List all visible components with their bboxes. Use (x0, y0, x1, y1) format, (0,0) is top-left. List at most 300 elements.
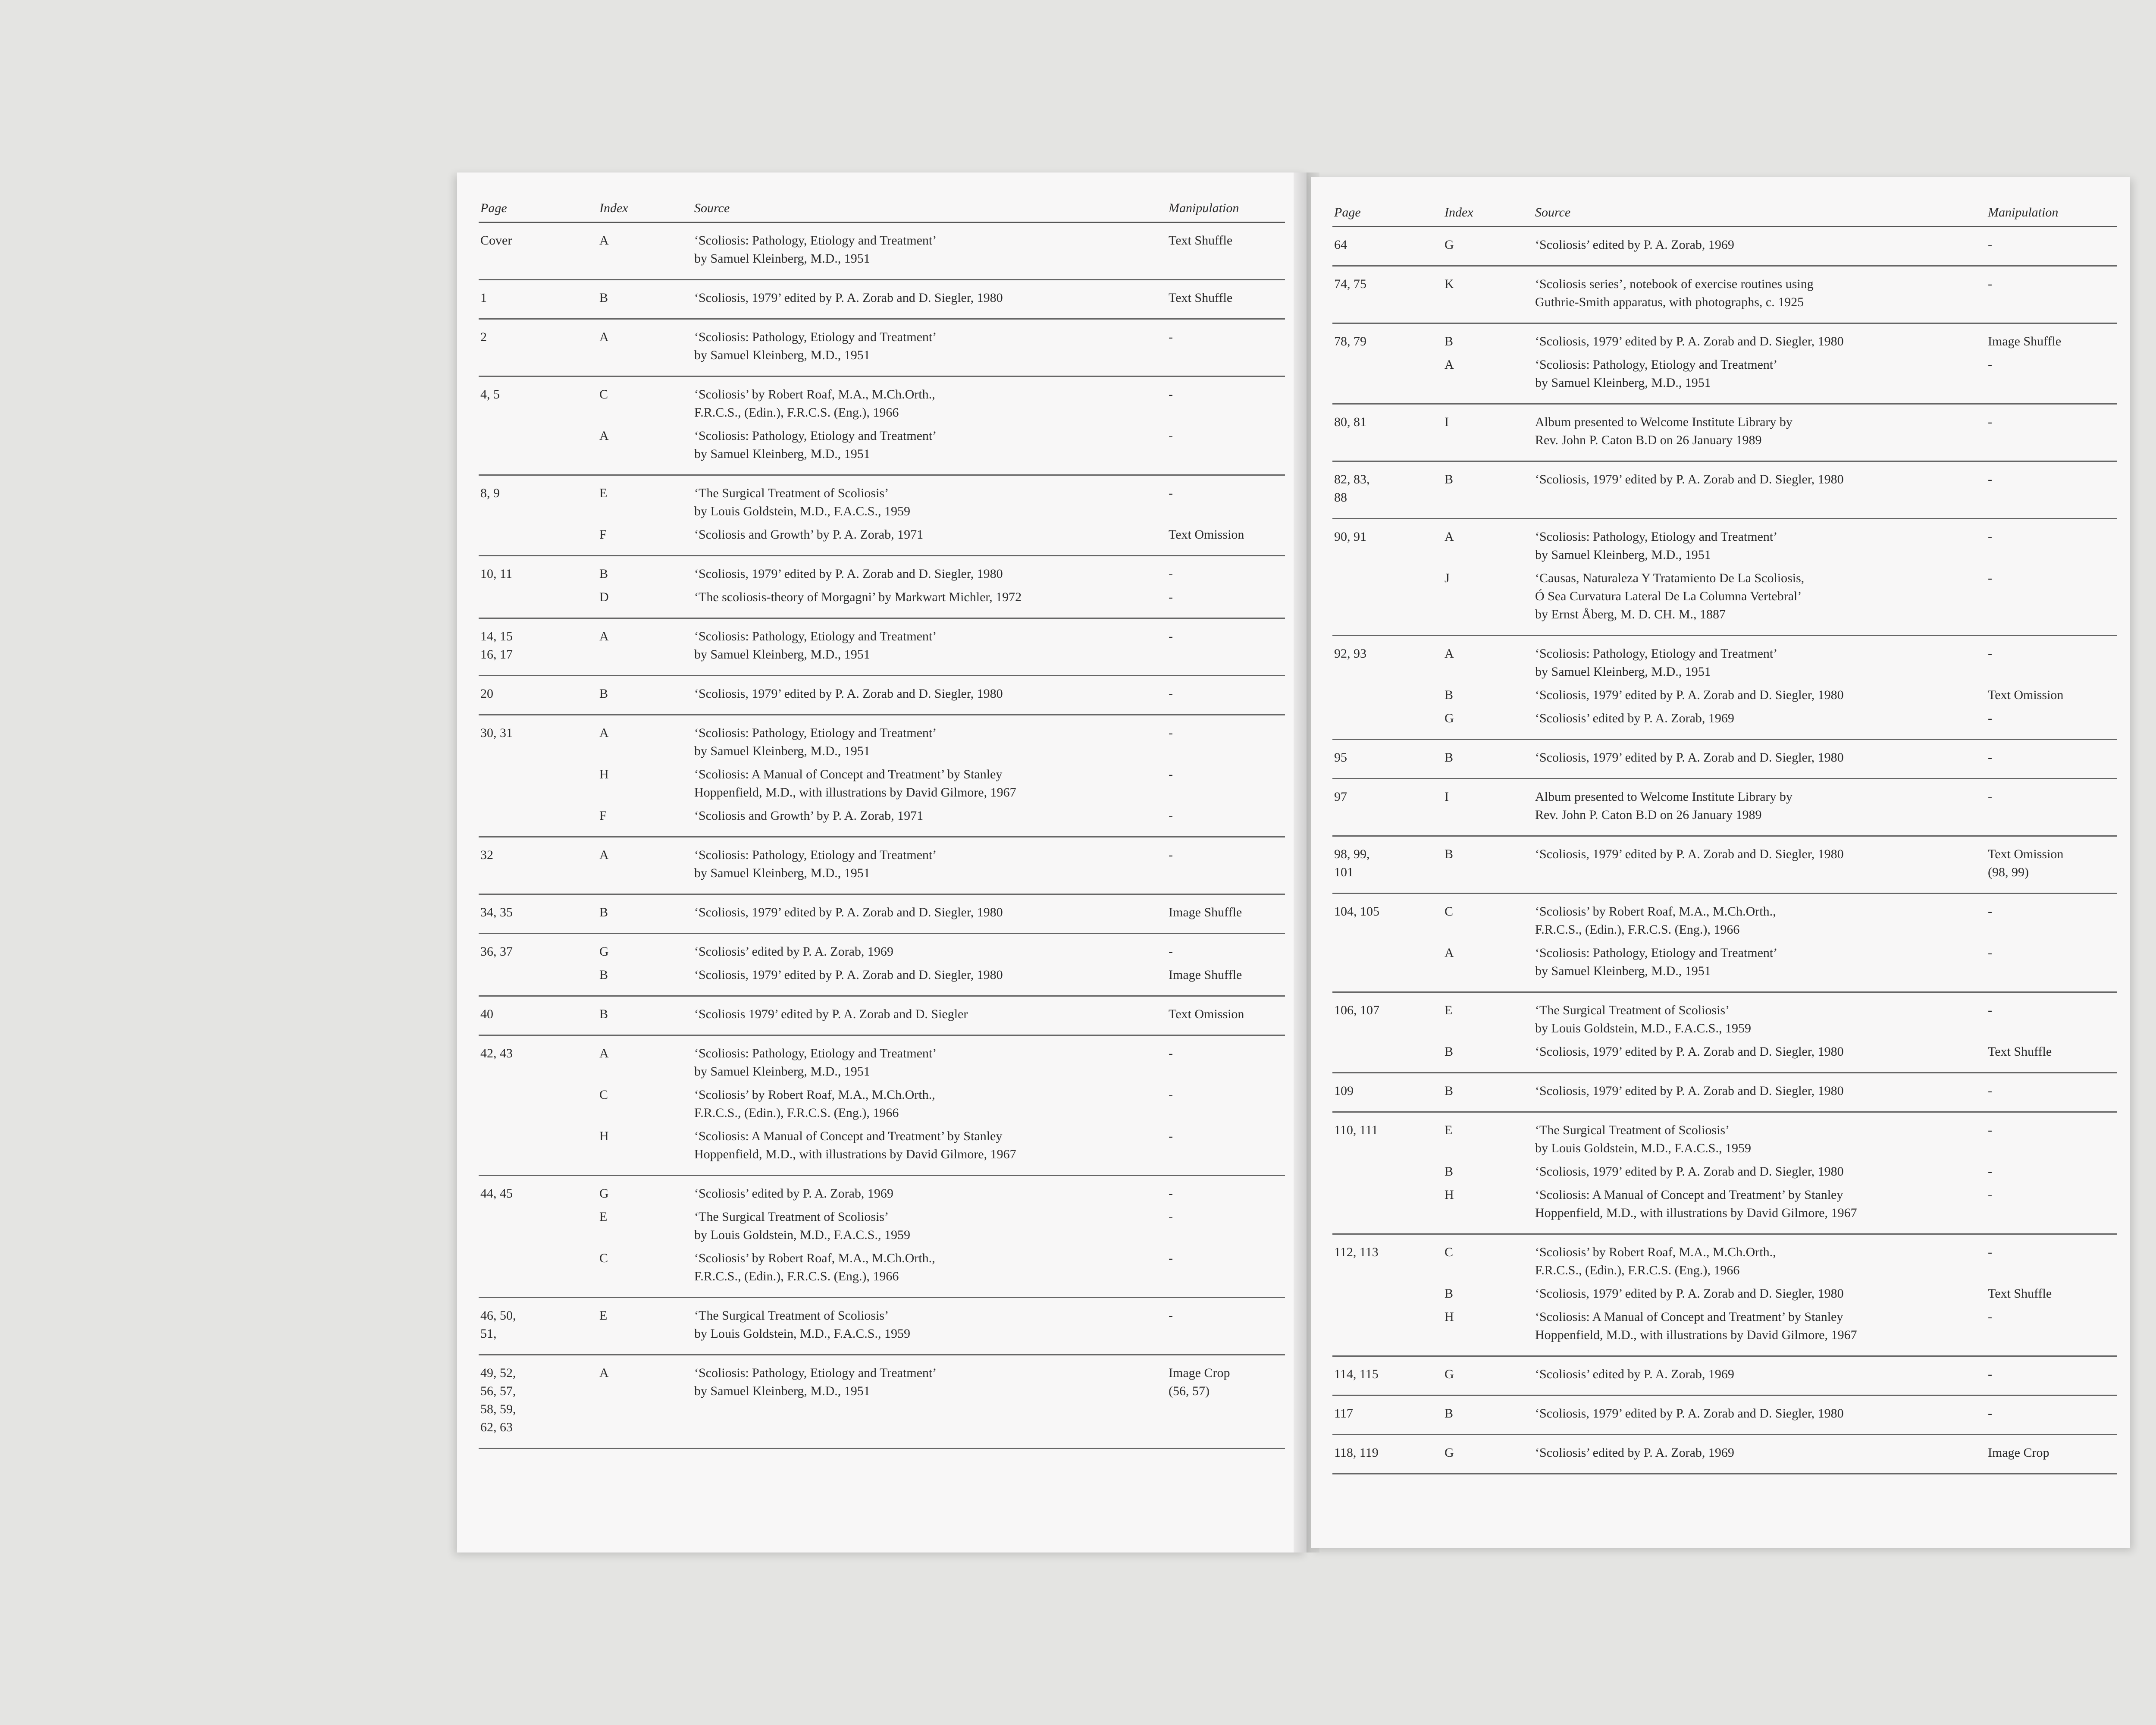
cell-index: G (599, 1186, 609, 1201)
cell-manipulation: - (1169, 809, 1173, 823)
cell-page: 104, 105 (1334, 904, 1379, 919)
table-group (479, 377, 1285, 476)
cell-page: 49, 52, 56, 57, 58, 59, 62, 63 (480, 1366, 516, 1434)
cell-manipulation: - (1988, 1406, 1992, 1421)
cell-page: 44, 45 (480, 1186, 513, 1201)
cell-index: B (599, 905, 608, 919)
cell-index: G (1445, 1367, 1454, 1381)
table-row (1332, 686, 2117, 704)
table-row (1332, 788, 2117, 824)
cell-manipulation: - (1169, 1308, 1173, 1323)
table-row (479, 289, 1285, 307)
right-table-body (1332, 227, 2117, 1474)
cell-manipulation: - (1169, 1186, 1173, 1201)
cell-page (1332, 686, 1445, 704)
cell-source: ‘Scoliosis: A Manual of Concept and Treatment’ by Stanley Hoppenfield, M.D., with illustrations by David Gilmore, 1967 (1535, 1188, 1857, 1220)
table-group (479, 676, 1285, 715)
table-row (479, 1127, 1285, 1164)
header-manipulation: Manipulation (1169, 201, 1239, 215)
cell-source: ‘Causas, Naturaleza Y Tratamiento De La Scoliosis, Ó Sea Curvatura Lateral De La Columna Vertebral’ by Ernst Åberg, M. D. CH. M., 1887 (1535, 571, 1805, 621)
cell-source: ‘Scoliosis, 1979’ edited by P. A. Zorab and D. Siegler, 1980 (694, 905, 1003, 919)
cell-page: 32 (480, 848, 493, 862)
cell-index: B (599, 1007, 608, 1021)
cell-page (1332, 1308, 1445, 1344)
header-source: Source (694, 201, 730, 215)
cell-index: C (1445, 904, 1454, 919)
cell-manipulation: - (1988, 277, 1992, 291)
table-row (1332, 709, 2117, 728)
cell-index: A (599, 233, 609, 248)
table-header (479, 185, 1285, 223)
cell-page: 97 (1334, 790, 1347, 804)
cell-source: ‘Scoliosis’ by Robert Roaf, M.A., M.Ch.Orth., F.R.C.S., (Edin.), F.R.C.S. (Eng.), 1966 (694, 387, 935, 420)
table-group (1332, 837, 2117, 894)
table-group (1332, 227, 2117, 267)
cell-manipulation: - (1988, 238, 1992, 252)
cell-source: ‘Scoliosis: Pathology, Etiology and Treatment’ by Samuel Kleinberg, M.D., 1951 (1535, 946, 1778, 978)
table-row (479, 1086, 1285, 1122)
table-group (479, 320, 1285, 377)
cell-index: E (599, 1308, 608, 1323)
cell-source: ‘Scoliosis, 1979’ edited by P. A. Zorab and D. Siegler, 1980 (694, 291, 1003, 305)
table-row (1332, 1001, 2117, 1038)
cell-source: ‘Scoliosis, 1979’ edited by P. A. Zorab and D. Siegler, 1980 (694, 968, 1003, 982)
table-row (479, 943, 1285, 961)
table-row (479, 386, 1285, 422)
cell-index: F (599, 527, 607, 542)
cell-index: A (1445, 946, 1454, 960)
cell-source: ‘The Surgical Treatment of Scoliosis’ by Louis Goldstein, M.D., F.A.C.S., 1959 (1535, 1123, 1751, 1155)
table-row (1332, 1444, 2117, 1462)
cell-source: ‘Scoliosis and Growth’ by P. A. Zorab, 1971 (694, 809, 924, 823)
cell-page: 4, 5 (480, 387, 500, 401)
table-row (1332, 1121, 2117, 1157)
header-page: Page (480, 201, 507, 215)
cell-page: 64 (1334, 238, 1347, 252)
cell-page (479, 526, 599, 544)
cell-index: H (1445, 1188, 1454, 1202)
table-row (1332, 1186, 2117, 1222)
cell-manipulation: - (1988, 711, 1992, 725)
table-row (1332, 1405, 2117, 1423)
cell-source: ‘Scoliosis’ edited by P. A. Zorab, 1969 (694, 1186, 893, 1201)
cell-index: H (599, 1129, 609, 1143)
cell-manipulation: - (1169, 590, 1173, 604)
table-row (479, 565, 1285, 583)
cell-manipulation: - (1169, 330, 1173, 344)
cell-index: B (1445, 1084, 1454, 1098)
table-group (479, 619, 1285, 676)
table-row (479, 526, 1285, 544)
right-page (1311, 177, 2130, 1548)
cell-manipulation: Text Omission (1988, 688, 2064, 702)
cell-source: ‘Scoliosis’ edited by P. A. Zorab, 1969 (1535, 1367, 1734, 1381)
cell-index: A (1445, 358, 1454, 372)
table-row (479, 1307, 1285, 1343)
cell-manipulation: - (1988, 1084, 1992, 1098)
table-group (479, 1176, 1285, 1298)
cell-manipulation: Image Shuffle (1169, 905, 1242, 919)
cell-source: ‘Scoliosis, 1979’ edited by P. A. Zorab and D. Siegler, 1980 (1535, 1286, 1844, 1301)
left-table-body (479, 223, 1285, 1449)
cell-index: G (1445, 711, 1454, 725)
table-row (1332, 1163, 2117, 1181)
table-group (1332, 1357, 2117, 1396)
cell-source: Album presented to Welcome Institute Library by Rev. John P. Caton B.D on 26 January 1989 (1535, 790, 1792, 822)
table-row (479, 588, 1285, 606)
cell-manipulation: - (1169, 1046, 1173, 1060)
table-row (1332, 645, 2117, 681)
cell-index: E (599, 1210, 608, 1224)
cell-source: ‘Scoliosis’ by Robert Roaf, M.A., M.Ch.Orth., F.R.C.S., (Edin.), F.R.C.S. (Eng.), 1966 (694, 1251, 935, 1283)
cell-source: ‘Scoliosis: Pathology, Etiology and Treatment’ by Samuel Kleinberg, M.D., 1951 (694, 848, 937, 880)
cell-index: B (1445, 1406, 1454, 1421)
table-row (1332, 1285, 2117, 1303)
table-row (479, 685, 1285, 703)
cell-page: 30, 31 (480, 726, 513, 740)
cell-source: ‘Scoliosis: Pathology, Etiology and Treatment’ by Samuel Kleinberg, M.D., 1951 (694, 1046, 937, 1079)
table-row (1332, 1082, 2117, 1100)
cell-page (479, 1086, 599, 1122)
table-row (479, 966, 1285, 984)
cell-source: ‘Scoliosis’ by Robert Roaf, M.A., M.Ch.Orth., F.R.C.S., (Edin.), F.R.C.S. (Eng.), 1966 (1535, 904, 1776, 937)
table-row (1332, 749, 2117, 767)
cell-source: ‘Scoliosis: Pathology, Etiology and Treatment’ by Samuel Kleinberg, M.D., 1951 (694, 726, 937, 758)
table-group (479, 895, 1285, 934)
cell-page (1332, 1043, 1445, 1061)
cell-manipulation: - (1169, 1210, 1173, 1224)
cell-index: C (599, 387, 608, 401)
cell-manipulation: Text Omission (1169, 527, 1244, 542)
table-row (1332, 944, 2117, 980)
cell-page (1332, 1285, 1445, 1303)
cell-manipulation: Text Omission (1169, 1007, 1244, 1021)
cell-source: ‘Scoliosis: Pathology, Etiology and Treatment’ by Samuel Kleinberg, M.D., 1951 (694, 629, 937, 662)
cell-index: B (1445, 847, 1454, 861)
cell-manipulation: Text Shuffle (1169, 291, 1233, 305)
table-row (479, 328, 1285, 364)
cell-manipulation: - (1988, 646, 1992, 661)
cell-source: ‘Scoliosis: Pathology, Etiology and Treatment’ by Samuel Kleinberg, M.D., 1951 (1535, 530, 1778, 562)
cell-source: ‘Scoliosis’ edited by P. A. Zorab, 1969 (1535, 1446, 1734, 1460)
table-group (479, 280, 1285, 320)
cell-source: ‘Scoliosis, 1979’ edited by P. A. Zorab and D. Siegler, 1980 (1535, 1164, 1844, 1179)
cell-source: Album presented to Welcome Institute Library by Rev. John P. Caton B.D on 26 January 1989 (1535, 415, 1792, 447)
cell-page: 46, 50, 51, (480, 1308, 516, 1341)
cell-manipulation: - (1169, 1129, 1173, 1143)
table-group (479, 934, 1285, 997)
cell-manipulation: - (1988, 1123, 1992, 1137)
cell-page: 80, 81 (1334, 415, 1366, 429)
cell-manipulation: - (1988, 1367, 1992, 1381)
cell-manipulation: - (1169, 629, 1173, 643)
table-row (1332, 903, 2117, 939)
cell-page: 118, 119 (1334, 1446, 1379, 1460)
cell-manipulation: - (1988, 790, 1992, 804)
cell-manipulation: - (1169, 1251, 1173, 1265)
cell-page: Cover (480, 233, 512, 248)
cell-manipulation: - (1169, 687, 1173, 701)
cell-index: C (599, 1088, 608, 1102)
table-group (479, 223, 1285, 280)
cell-source: ‘Scoliosis and Growth’ by P. A. Zorab, 1971 (694, 527, 924, 542)
cell-source: ‘Scoliosis: Pathology, Etiology and Treatment’ by Samuel Kleinberg, M.D., 1951 (694, 330, 937, 362)
cell-index: A (599, 330, 609, 344)
cell-page: 109 (1334, 1084, 1354, 1098)
cell-page: 112, 113 (1334, 1245, 1379, 1259)
cell-index: B (1445, 688, 1454, 702)
table-group (1332, 267, 2117, 324)
table-row (1332, 332, 2117, 351)
table-group (1332, 740, 2117, 779)
table-group (479, 1298, 1285, 1355)
cell-source: ‘Scoliosis, 1979’ edited by P. A. Zorab and D. Siegler, 1980 (1535, 750, 1844, 765)
cell-index: I (1445, 790, 1449, 804)
cell-page: 114, 115 (1334, 1367, 1379, 1381)
cell-source: ‘Scoliosis’ by Robert Roaf, M.A., M.Ch.Orth., F.R.C.S., (Edin.), F.R.C.S. (Eng.), 1966 (1535, 1245, 1776, 1277)
cell-page (479, 807, 599, 825)
table-group (1332, 1113, 2117, 1235)
cell-source: ‘The scoliosis-theory of Morgagni’ by Markwart Michler, 1972 (694, 590, 1022, 604)
cell-page: 95 (1334, 750, 1347, 765)
cell-index: E (1445, 1003, 1453, 1017)
cell-page (1332, 1163, 1445, 1181)
cell-manipulation: - (1169, 567, 1173, 581)
cell-source: ‘Scoliosis’ edited by P. A. Zorab, 1969 (694, 944, 893, 959)
cell-manipulation: - (1988, 750, 1992, 765)
header-index: Index (1445, 205, 1473, 220)
cell-source: ‘Scoliosis, 1979’ edited by P. A. Zorab and D. Siegler, 1980 (1535, 472, 1844, 486)
cell-index: H (1445, 1310, 1454, 1324)
cell-manipulation: - (1988, 358, 1992, 372)
cell-page: 34, 35 (480, 905, 513, 919)
cell-manipulation: - (1988, 1245, 1992, 1259)
cell-index: B (599, 291, 608, 305)
cell-page: 2 (480, 330, 487, 344)
table-row (1332, 1365, 2117, 1383)
cell-page (479, 1127, 599, 1164)
cell-page: 40 (480, 1007, 493, 1021)
table-row (479, 1185, 1285, 1203)
cell-page: 42, 43 (480, 1046, 513, 1060)
cell-page: 117 (1334, 1406, 1353, 1421)
cell-index: B (1445, 1044, 1454, 1059)
cell-page (1332, 944, 1445, 980)
right-table (1332, 190, 2117, 1474)
table-row (479, 724, 1285, 760)
table-row (1332, 1043, 2117, 1061)
cell-index: A (599, 1366, 609, 1380)
cell-manipulation: - (1169, 848, 1173, 862)
table-group (479, 997, 1285, 1036)
header-source: Source (1535, 205, 1571, 220)
table-group (1332, 636, 2117, 740)
cell-page (1332, 569, 1445, 624)
table-row (479, 1364, 1285, 1436)
table-row (1332, 1308, 2117, 1344)
table-row (479, 627, 1285, 664)
cell-index: H (599, 767, 609, 781)
cell-manipulation: - (1169, 1088, 1173, 1102)
cell-source: ‘The Surgical Treatment of Scoliosis’ by Louis Goldstein, M.D., F.A.C.S., 1959 (694, 1308, 910, 1341)
table-row (479, 484, 1285, 521)
cell-source: ‘Scoliosis series’, notebook of exercise routines using Guthrie-Smith apparatus, with photographs, c. 1925 (1535, 277, 1814, 309)
table-row (479, 903, 1285, 922)
header-index: Index (599, 201, 628, 215)
cell-index: E (1445, 1123, 1453, 1137)
table-row (1332, 356, 2117, 392)
cell-index: E (599, 486, 608, 500)
cell-manipulation: - (1988, 571, 1992, 585)
cell-page (479, 1249, 599, 1286)
cell-manipulation: - (1988, 1188, 1992, 1202)
cell-source: ‘Scoliosis, 1979’ edited by P. A. Zorab and D. Siegler, 1980 (1535, 688, 1844, 702)
table-row (1332, 413, 2117, 449)
cell-index: A (599, 1046, 609, 1060)
table-group (1332, 1396, 2117, 1435)
cell-page (479, 1208, 599, 1244)
cell-source: ‘Scoliosis, 1979’ edited by P. A. Zorab and D. Siegler, 1980 (694, 687, 1003, 701)
cell-page: 8, 9 (480, 486, 500, 500)
cell-source: ‘Scoliosis, 1979’ edited by P. A. Zorab and D. Siegler, 1980 (1535, 1406, 1844, 1421)
cell-index: B (1445, 750, 1454, 765)
table-row (1332, 470, 2117, 507)
table-group (479, 837, 1285, 895)
cell-source: ‘Scoliosis: A Manual of Concept and Treatment’ by Stanley Hoppenfield, M.D., with illustrations by David Gilmore, 1967 (1535, 1310, 1857, 1342)
table-group (1332, 462, 2117, 519)
table-header (1332, 190, 2117, 227)
cell-page: 74, 75 (1334, 277, 1366, 291)
cell-manipulation: - (1988, 946, 1992, 960)
cell-index: A (1445, 530, 1454, 544)
table-group (479, 1355, 1285, 1449)
cell-index: B (1445, 1286, 1454, 1301)
cell-page (1332, 709, 1445, 728)
cell-manipulation: Text Omission (98, 99) (1988, 847, 2064, 879)
cell-manipulation: Text Shuffle (1988, 1286, 2052, 1301)
cell-page (1332, 1186, 1445, 1222)
table-group (1332, 519, 2117, 636)
cell-index: B (1445, 1164, 1454, 1179)
table-row (1332, 569, 2117, 624)
cell-page (479, 765, 599, 802)
cell-index: A (599, 629, 609, 643)
cell-index: G (1445, 1446, 1454, 1460)
cell-index: A (599, 429, 609, 443)
cell-index: A (1445, 646, 1454, 661)
table-row (1332, 528, 2117, 564)
cell-index: A (599, 726, 609, 740)
cell-index: F (599, 809, 607, 823)
cell-manipulation: - (1988, 1003, 1992, 1017)
cell-source: ‘Scoliosis 1979’ edited by P. A. Zorab and D. Siegler (694, 1007, 968, 1021)
cell-page: 36, 37 (480, 944, 513, 959)
table-group (479, 476, 1285, 556)
cell-index: D (599, 590, 609, 604)
table-row (1332, 236, 2117, 254)
cell-index: B (599, 968, 608, 982)
cell-source: ‘Scoliosis’ edited by P. A. Zorab, 1969 (1535, 711, 1734, 725)
cell-source: ‘Scoliosis: A Manual of Concept and Treatment’ by Stanley Hoppenfield, M.D., with illustrations by David Gilmore, 1967 (694, 1129, 1016, 1161)
cell-index: C (1445, 1245, 1454, 1259)
table-row (479, 1005, 1285, 1023)
table-row (479, 427, 1285, 463)
table-group (1332, 894, 2117, 993)
table-row (1332, 275, 2117, 311)
table-group (479, 1036, 1285, 1176)
cell-manipulation: - (1169, 429, 1173, 443)
table-row (479, 846, 1285, 882)
cell-page: 82, 83, 88 (1334, 472, 1370, 505)
cell-manipulation: - (1988, 530, 1992, 544)
cell-index: B (599, 567, 608, 581)
cell-page: 20 (480, 687, 493, 701)
cell-index: B (1445, 334, 1454, 348)
table-group (1332, 1435, 2117, 1474)
cell-index: K (1445, 277, 1454, 291)
cell-manipulation: Image Shuffle (1988, 334, 2062, 348)
table-row (479, 1249, 1285, 1286)
cell-source: ‘Scoliosis: Pathology, Etiology and Treatment’ by Samuel Kleinberg, M.D., 1951 (694, 233, 937, 266)
cell-index: G (1445, 238, 1454, 252)
cell-manipulation: - (1988, 1310, 1992, 1324)
cell-source: ‘Scoliosis, 1979’ edited by P. A. Zorab and D. Siegler, 1980 (1535, 1084, 1844, 1098)
cell-index: B (599, 687, 608, 701)
header-page: Page (1334, 205, 1361, 220)
cell-manipulation: - (1988, 415, 1992, 429)
cell-page (479, 966, 599, 984)
table-row (1332, 845, 2117, 881)
cell-manipulation: Image Shuffle (1169, 968, 1242, 982)
table-group (1332, 405, 2117, 462)
cell-page: 1 (480, 291, 487, 305)
cell-source: ‘Scoliosis’ edited by P. A. Zorab, 1969 (1535, 238, 1734, 252)
table-row (479, 765, 1285, 802)
cell-manipulation: Image Crop (56, 57) (1169, 1366, 1230, 1398)
cell-source: ‘Scoliosis: A Manual of Concept and Treatment’ by Stanley Hoppenfield, M.D., with illustrations by David Gilmore, 1967 (694, 767, 1016, 800)
cell-index: A (599, 848, 609, 862)
cell-index: B (1445, 472, 1454, 486)
cell-page (479, 588, 599, 606)
cell-page: 78, 79 (1334, 334, 1366, 348)
cell-manipulation: - (1169, 387, 1173, 401)
table-group (479, 556, 1285, 619)
cell-source: ‘Scoliosis: Pathology, Etiology and Treatment’ by Samuel Kleinberg, M.D., 1951 (1535, 358, 1778, 390)
table-row (479, 1044, 1285, 1081)
cell-source: ‘The Surgical Treatment of Scoliosis’ by Louis Goldstein, M.D., F.A.C.S., 1959 (694, 486, 910, 518)
cell-source: ‘Scoliosis: Pathology, Etiology and Treatment’ by Samuel Kleinberg, M.D., 1951 (1535, 646, 1778, 679)
cell-source: ‘The Surgical Treatment of Scoliosis’ by Louis Goldstein, M.D., F.A.C.S., 1959 (694, 1210, 910, 1242)
cell-page (479, 427, 599, 463)
cell-manipulation: - (1988, 1164, 1992, 1179)
cell-source: ‘Scoliosis: Pathology, Etiology and Treatment’ by Samuel Kleinberg, M.D., 1951 (694, 1366, 937, 1398)
cell-manipulation: - (1988, 904, 1992, 919)
table-group (1332, 1235, 2117, 1357)
cell-index: G (599, 944, 609, 959)
cell-page: 92, 93 (1334, 646, 1366, 661)
cell-source: ‘Scoliosis: Pathology, Etiology and Treatment’ by Samuel Kleinberg, M.D., 1951 (694, 429, 937, 461)
cell-page: 106, 107 (1334, 1003, 1379, 1017)
table-row (479, 807, 1285, 825)
cell-manipulation: Text Shuffle (1169, 233, 1233, 248)
cell-manipulation: - (1169, 726, 1173, 740)
cell-page: 110, 111 (1334, 1123, 1378, 1137)
cell-page: 10, 11 (480, 567, 512, 581)
left-table (479, 185, 1285, 1449)
table-row (479, 1208, 1285, 1244)
cell-index: C (599, 1251, 608, 1265)
cell-page: 98, 99, 101 (1334, 847, 1370, 879)
